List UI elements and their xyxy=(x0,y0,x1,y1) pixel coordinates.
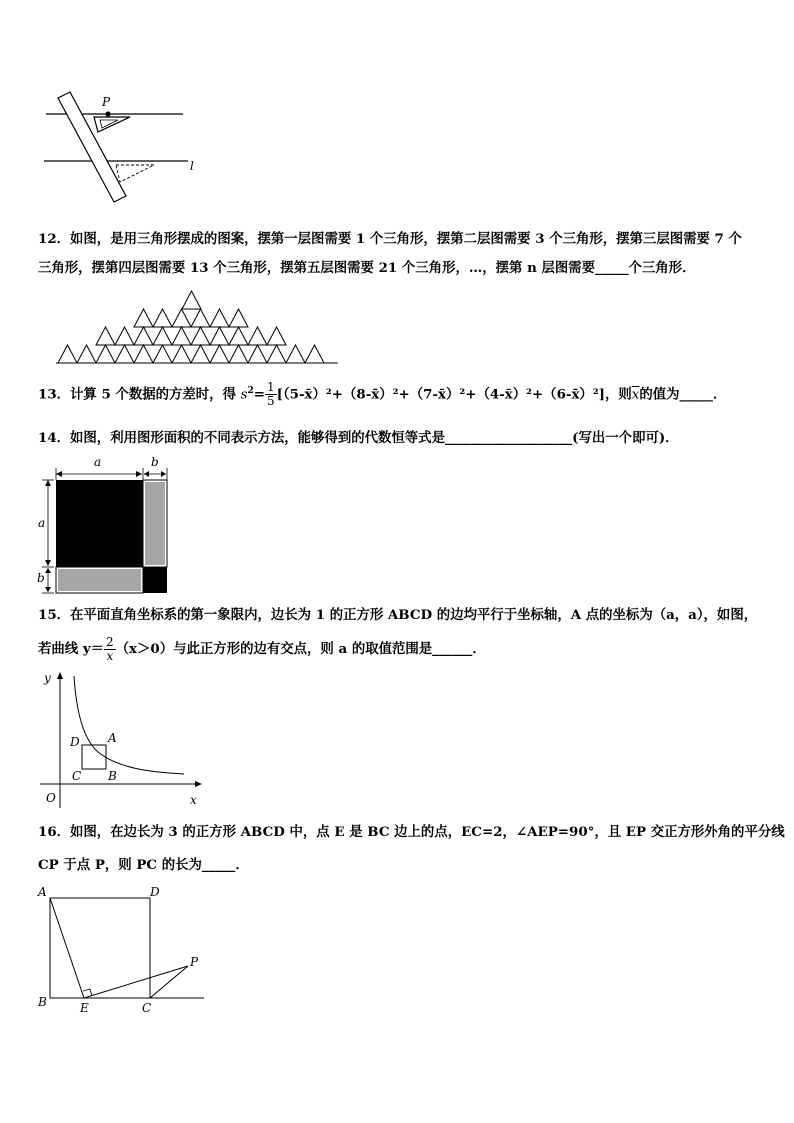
pattern-triangle xyxy=(153,345,172,363)
q13-eq: = xyxy=(253,386,265,403)
pattern-triangle xyxy=(115,345,134,363)
label-p: P xyxy=(190,955,199,969)
pattern-triangle xyxy=(191,309,210,327)
q13-fraction: $\frac{1}{5}$ xyxy=(267,380,275,409)
fig16-square-diagram xyxy=(34,884,214,1019)
dashed-triangle xyxy=(116,165,154,182)
pattern-triangle xyxy=(229,327,248,345)
fig14-square-diagram xyxy=(34,452,174,597)
pattern-triangle xyxy=(172,345,191,363)
pattern-triangle xyxy=(153,327,172,345)
label-a: A xyxy=(38,885,47,899)
label-d: D xyxy=(70,735,80,749)
label-l: l xyxy=(190,159,194,173)
label-p: P xyxy=(102,95,111,109)
q12-line2: 三角形，摆第四层图需要 13 个三角形，摆第五层图需要 21 个三角形，…，摆第 n 层图需要_____个三角形． xyxy=(38,260,696,276)
label-e: E xyxy=(80,1001,89,1015)
label-a-side: a xyxy=(38,516,46,530)
q13-prefix: 13．计算 5 个数据的方差时，得 xyxy=(38,386,241,403)
pattern-triangle xyxy=(134,309,153,327)
square-abcd xyxy=(50,898,150,998)
pattern-triangle xyxy=(134,327,153,345)
segment-ae xyxy=(50,898,84,998)
label-b: B xyxy=(38,995,47,1009)
fig15-coordinate-diagram xyxy=(38,668,208,810)
triangle-set-square xyxy=(94,117,130,132)
label-y: y xyxy=(44,671,51,685)
q13-sup: 2 xyxy=(247,386,254,396)
label-b: B xyxy=(108,769,117,783)
pattern-triangle xyxy=(182,291,201,309)
label-x: x xyxy=(190,793,197,807)
label-a-top: a xyxy=(94,455,102,469)
q13-line xyxy=(38,378,727,409)
pattern-triangle xyxy=(229,309,248,327)
fig12-triangle-pattern xyxy=(56,285,340,365)
q15-fraction: $\frac{2}{x}$ xyxy=(106,635,114,663)
label-c: C xyxy=(142,1001,152,1015)
right-angle-mark xyxy=(83,989,92,996)
pattern-triangle xyxy=(96,327,115,345)
label-o: O xyxy=(46,791,56,805)
label-a: A xyxy=(108,731,117,745)
q15-line2-suffix: （x＞0）与此正方形的边有交点，则 a 的取值范围是______． xyxy=(115,641,486,657)
pattern-triangle xyxy=(210,327,229,345)
q13-s: s xyxy=(240,387,248,403)
pattern-triangle xyxy=(210,345,229,363)
pattern-triangle xyxy=(153,309,172,327)
q15-line2 xyxy=(38,632,486,666)
q15-line1: 15．在平面直角坐标系的第一象限内，边长为 1 的正方形 ABCD 的边均平行于坐标轴，A 点的坐标为（a，a），如图， xyxy=(38,607,758,623)
point-p xyxy=(105,111,110,116)
label-b-top: b xyxy=(151,455,159,469)
q16-line1: 16．如图，在边长为 3 的正方形 ABCD 中，点 E 是 BC 边上的点，EC=2，∠AEP=90°，且 EP 交正方形外角的平分线 xyxy=(38,824,785,840)
fig11-ruler-diagram xyxy=(38,90,208,210)
pattern-triangle xyxy=(286,345,305,363)
pattern-triangle xyxy=(191,345,210,363)
region-a-squared xyxy=(56,480,143,567)
pattern-triangle xyxy=(248,345,267,363)
q16-line2: CP 于点 P，则 PC 的长为_____． xyxy=(38,857,249,873)
segment-cp xyxy=(150,966,188,998)
ruler xyxy=(58,92,126,202)
q15-line2-prefix: 若曲线 y＝ xyxy=(38,641,105,657)
pattern-triangle xyxy=(191,327,210,345)
label-b-side: b xyxy=(37,571,45,585)
region-b-squared xyxy=(143,567,167,593)
pattern-triangle xyxy=(248,327,267,345)
label-c: C xyxy=(72,769,82,783)
segment-ep xyxy=(84,966,188,998)
curve-y-2-over-x xyxy=(74,676,184,774)
pattern-triangle xyxy=(115,327,134,345)
pattern-triangle xyxy=(134,345,153,363)
pattern-triangle xyxy=(210,309,229,327)
pattern-triangle xyxy=(172,309,191,327)
label-d: D xyxy=(150,885,160,899)
q14-text: 14．如图，利用图形面积的不同表示方法，能够得到的代数恒等式是___________________(写出一个即可)． xyxy=(38,430,679,446)
pattern-triangle xyxy=(305,345,324,363)
pattern-triangle xyxy=(96,345,115,363)
pattern-triangle xyxy=(58,345,77,363)
pattern-triangle xyxy=(172,327,191,345)
q12-line1: 12．如图，是用三角形摆成的图案，摆第一层图需要 1 个三角形，摆第二层图需要 3 个三角形，摆第三层图需要 7 个 xyxy=(38,231,742,247)
pattern-triangle xyxy=(267,327,286,345)
pattern-triangle xyxy=(267,345,286,363)
pattern-triangle xyxy=(77,345,96,363)
q13-suffix: 的值为_____． xyxy=(639,386,727,403)
q13-xbar: $\overline{x}$ xyxy=(631,387,640,403)
pattern-triangle xyxy=(229,345,248,363)
q13-terms: [（5-x̄）²+（8-x̄）²+（7-x̄）²+（4-x̄）²+（6-x̄）²]，则 xyxy=(276,386,632,403)
